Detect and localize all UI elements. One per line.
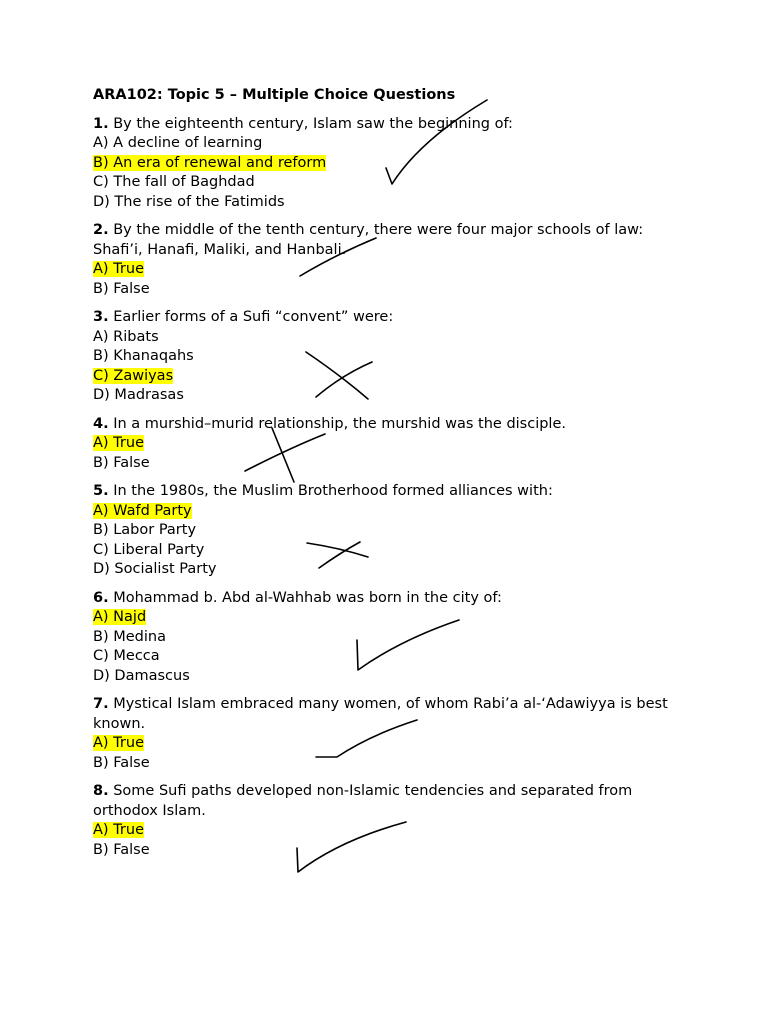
question-text: By the eighteenth century, Islam saw the beginning of: [113,115,513,132]
question-list [93,115,693,861]
answer-option [93,386,693,406]
highlighted-answer: A) True [93,822,144,838]
answer-text: B) Medina [93,628,166,645]
question-text: Earlier forms of a Sufi “convent” were: [113,309,394,325]
answer-option [93,667,693,687]
answer-option [93,260,693,280]
question-7 [93,695,693,773]
answer-text: C) Liberal Party [93,541,205,558]
answer-option [93,608,693,628]
answer-option [93,560,693,580]
answer-option [93,173,693,193]
answer-text: B) False [93,280,150,297]
question-number: 2. [93,222,109,238]
question-3 [93,308,693,406]
highlighted-answer: A) True [93,435,144,451]
question-stem [93,782,693,821]
question-stem [93,589,693,609]
highlighted-answer: A) Wafd Party [93,502,192,519]
answer-option [93,841,693,861]
question-1 [93,115,693,213]
question-5 [93,482,693,580]
answer-text: B) Labor Party [93,522,197,538]
answer-option [93,280,693,300]
question-number: 3. [93,309,109,325]
question-number: 7. [93,696,109,712]
highlighted-answer: A) True [93,261,144,277]
highlighted-answer: A) True [93,735,144,751]
answer-option [93,734,693,754]
answer-text: B) False [93,841,150,858]
answer-text: A) Ribats [93,328,159,345]
quiz-document [93,86,693,869]
highlighted-answer: B) An era of renewal and reform [93,154,327,171]
question-stem [93,415,693,435]
answer-option [93,647,693,667]
question-number: 5. [93,483,109,499]
answer-option [93,754,693,774]
question-number: 6. [93,589,109,606]
highlighted-answer: C) Zawiyas [93,367,174,384]
answer-option [93,821,693,841]
answer-option [93,367,693,387]
question-stem [93,308,693,328]
answer-option [93,454,693,474]
highlighted-answer: A) Najd [93,609,147,625]
question-text: In a murshid–murid relationship, the murshid was the disciple. [113,415,566,432]
question-stem [93,221,693,260]
answer-text: B) False [93,754,150,771]
answer-text: D) Madrasas [93,387,184,403]
answer-text: D) Damascus [93,667,190,684]
answer-option [93,521,693,541]
question-text: By the middle of the tenth century, there were four major schools of law: Shafi’i, Hanafi, Maliki, and Hanbali. [93,222,644,258]
question-text: Mohammad b. Abd al-Wahhab was born in the city of: [113,589,502,606]
answer-option [93,541,693,561]
question-stem [93,115,693,135]
question-4 [93,415,693,474]
question-number: 8. [93,783,109,799]
answer-option [93,193,693,213]
answer-option [93,434,693,454]
question-text: Some Sufi paths developed non-Islamic tendencies and separated from orthodox Islam. [93,783,633,819]
question-text: Mystical Islam embraced many women, of whom Rabi’a al-‘Adawiyya is best known. [93,696,668,732]
answer-text: B) Khanaqahs [93,348,194,364]
answer-option [93,134,693,154]
question-number: 4. [93,415,109,432]
question-2 [93,221,693,299]
answer-option [93,347,693,367]
answer-text: D) The rise of the Fatimids [93,193,285,210]
answer-option [93,328,693,348]
answer-option [93,502,693,522]
question-number: 1. [93,115,109,132]
question-8 [93,782,693,860]
answer-text: D) Socialist Party [93,561,217,577]
question-stem [93,482,693,502]
document-title: ARA102: Topic 5 – Multiple Choice Questions [93,87,456,103]
question-6 [93,589,693,687]
answer-text: A) A decline of learning [93,135,263,151]
question-stem [93,695,693,734]
answer-text: C) Mecca [93,648,160,664]
answer-text: C) The fall of Baghdad [93,174,255,190]
question-text: In the 1980s, the Muslim Brotherhood formed alliances with: [113,483,553,499]
answer-text: B) False [93,454,150,471]
answer-option [93,628,693,648]
answer-option [93,154,693,174]
